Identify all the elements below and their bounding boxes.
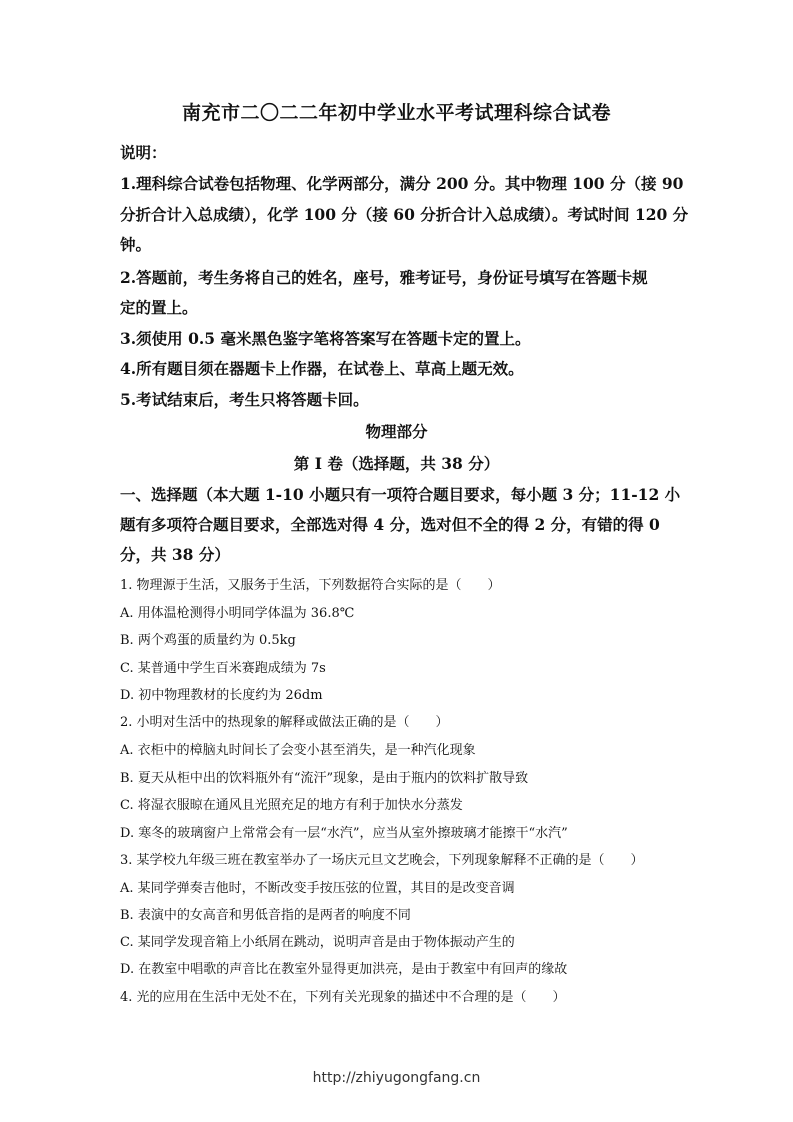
question-stem: 3. 某学校九年级三班在教室举办了一场庆元旦文艺晚会，下列现象解释不正确的是（ ） — [120, 853, 644, 868]
part-instruction-line: 分，共 38 分） — [120, 545, 230, 564]
part-title: 第 I 卷（选择题，共 38 分） — [293, 454, 500, 473]
instruction-line: 2.答题前，考生务将自己的姓名，座号，雅考证号，身份证号填写在答题卡规 — [120, 268, 648, 287]
instruction-line: 5.考试结束后，考生只将答题卡回。 — [120, 390, 369, 409]
question-option: D. 寒冬的玻璃窗户上常常会有一层“水汽”，应当从室外擦玻璃才能擦干“水汽” — [120, 826, 568, 841]
question-option: B. 两个鸡蛋的质量约为 0.5kg — [120, 633, 296, 648]
part-instruction-line: 一、选择题（本大题 1-10 小题只有一项符合题目要求，每小题 3 分；11-12 小 — [120, 485, 681, 504]
instruction-line: 1.理科综合试卷包括物理、化学两部分，满分 200 分。其中物理 100 分（接 90 — [120, 174, 684, 193]
question-option: B. 表演中的女高音和男低音指的是两者的响度不同 — [120, 908, 411, 923]
section-title: 物理部分 — [365, 422, 428, 441]
question-stem: 1. 物理源于生活，又服务于生活，下列数据符合实际的是（ ） — [120, 578, 501, 593]
instruction-line: 分折合计入总成绩），化学 100 分（接 60 分折合计入总成绩）。考试时间 120 分 — [120, 205, 689, 224]
instruction-line: 钟。 — [120, 235, 152, 254]
question-option: C. 将湿衣服晾在通风且光照充足的地方有利于加快水分蒸发 — [120, 798, 463, 813]
instruction-line: 3.须使用 0.5 毫米黑色鉴字笔将答案写在答题卡定的置上。 — [120, 329, 531, 348]
question-option: D. 在教室中唱歌的声音比在教室外显得更加洪亮，是由于教室中有回声的缘故 — [120, 962, 568, 977]
instruction-line: 定的置上。 — [120, 298, 198, 317]
part-instruction-line: 题有多项符合题目要求，全部选对得 4 分，选对但不全的得 2 分，有错的得 0 — [120, 515, 660, 534]
instruction-line: 4.所有题目须在器题卡上作器，在试卷上、草高上题无效。 — [120, 359, 524, 378]
question-option: D. 初中物理教材的长度约为 26dm — [120, 688, 323, 703]
question-option: B. 夏天从柜中出的饮料瓶外有“流汗”现象，是由于瓶内的饮料扩散导致 — [120, 771, 529, 786]
question-option: C. 某同学发现音箱上小纸屑在跳动，说明声音是由于物体振动产生的 — [120, 935, 515, 950]
question-option: A. 某同学弹奏吉他时，不断改变手按压弦的位置，其目的是改变音调 — [120, 881, 515, 896]
question-option: A. 用体温枪测得小明同学体温为 36.8℃ — [120, 606, 355, 621]
footer-url[interactable]: http://zhiyugongfang.cn — [312, 1070, 481, 1086]
question-option: A. 衣柜中的樟脑丸时间长了会变小甚至消失，是一种汽化现象 — [120, 743, 476, 758]
exam-title: 南充市二〇二二年初中学业水平考试理科综合试卷 — [181, 102, 611, 124]
question-option: C. 某普通中学生百米赛跑成绩为 7s — [120, 661, 326, 676]
question-stem: 2. 小明对生活中的热现象的解释或做法正确的是（ ） — [120, 715, 449, 730]
question-stem: 4. 光的应用在生活中无处不在，下列有关光现象的描述中不合理的是（ ） — [120, 990, 566, 1005]
instructions-heading: 说明： — [120, 143, 167, 162]
